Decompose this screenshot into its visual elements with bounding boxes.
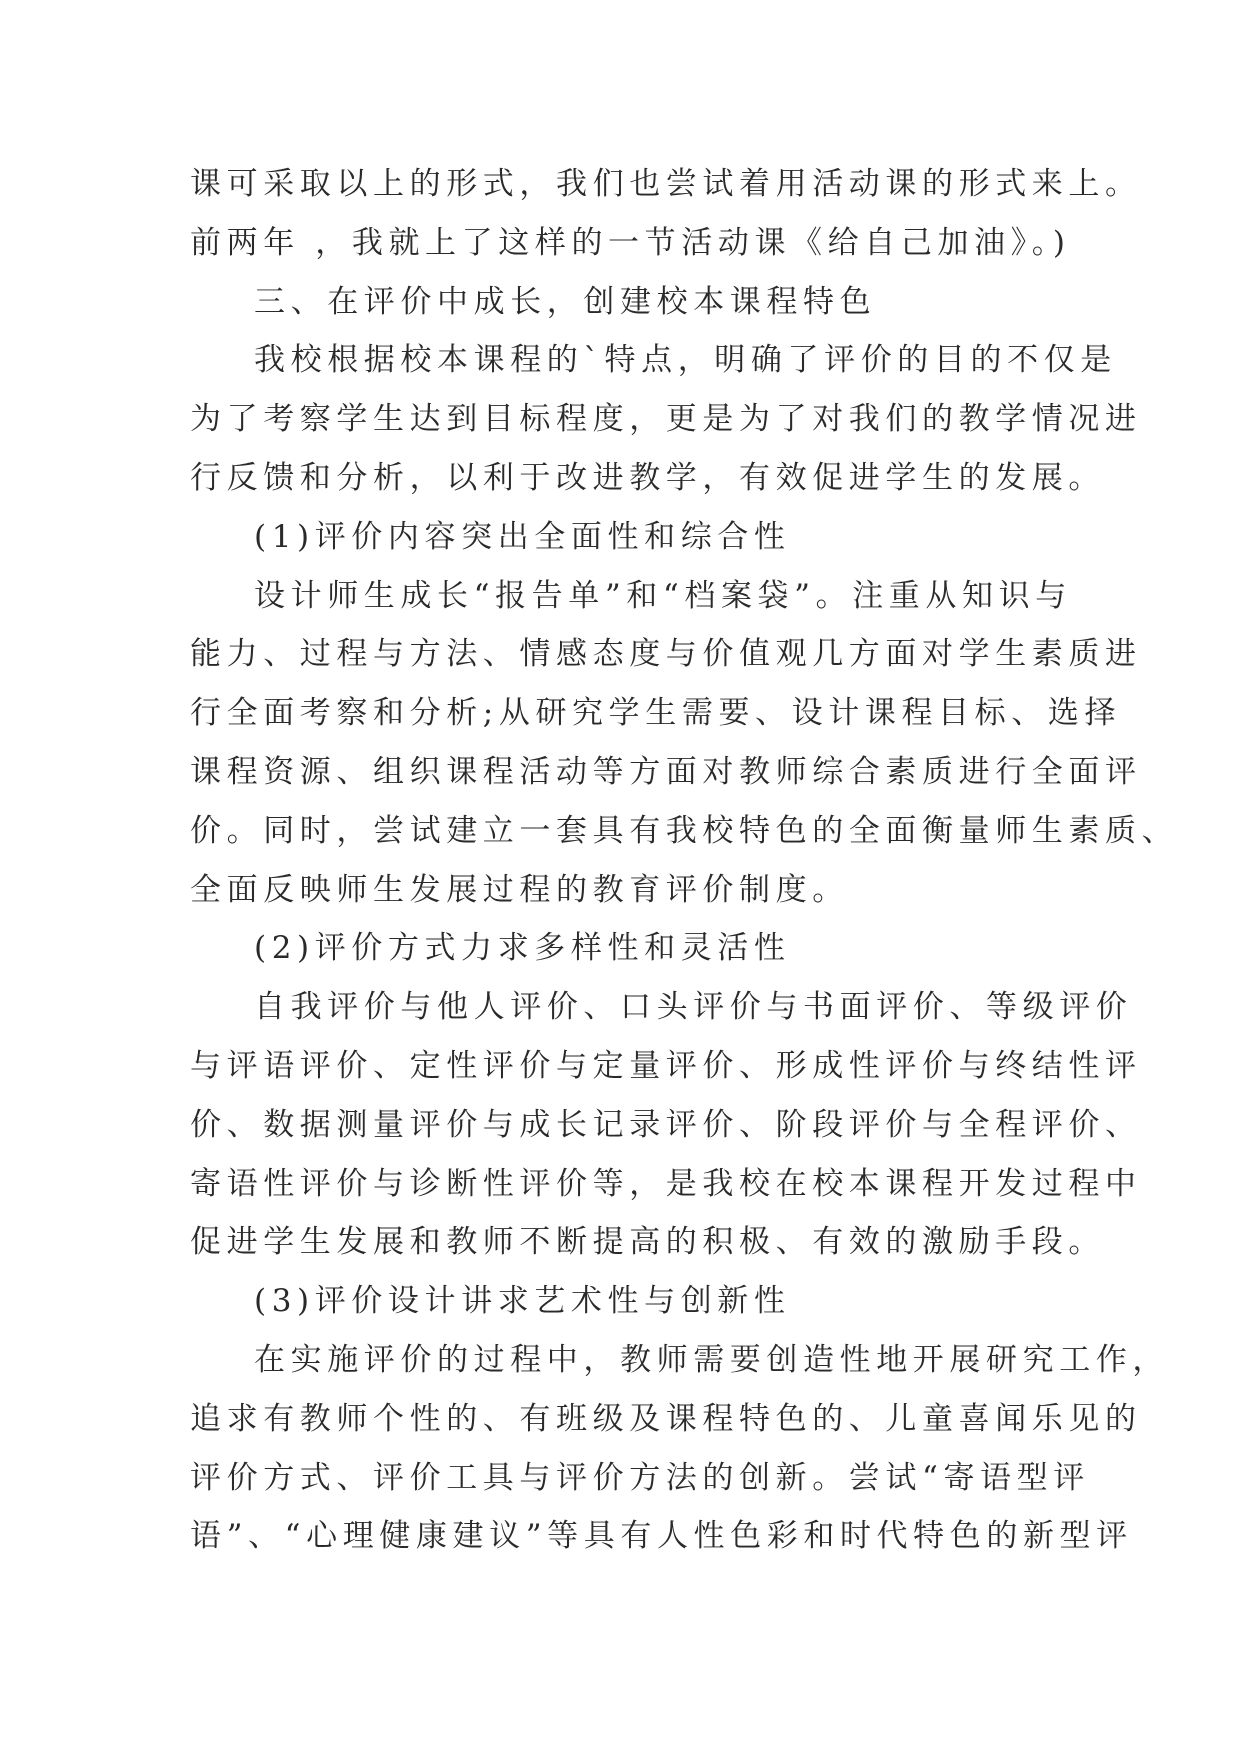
text-line: 课程资源、组织课程活动等方面对教师综合素质进行全面评 xyxy=(190,753,1142,790)
text-line: 在实施评价的过程中，教师需要创造性地开展研究工作， xyxy=(254,1341,1169,1378)
text-line: 为了考察学生达到目标程度，更是为了对我们的教学情况进 xyxy=(190,401,1142,438)
text-line: 价、数据测量评价与成长记录评价、阶段评价与全程评价、 xyxy=(190,1106,1142,1143)
text-line: 促进学生发展和教师不断提高的积极、有效的激励手段。 xyxy=(190,1224,1105,1261)
text-line: 能力、过程与方法、情感态度与价值观几方面对学生素质进 xyxy=(190,636,1142,673)
text-line: 我校根据校本课程的`特点，明确了评价的目的不仅是 xyxy=(254,342,1117,379)
text-line: 自我评价与他人评价、口头评价与书面评价、等级评价 xyxy=(254,989,1133,1026)
text-line: 价。同时，尝试建立一套具有我校特色的全面衡量师生素质、 xyxy=(190,812,1179,849)
text-line: 追求有教师个性的、有班级及课程特色的、儿童喜闻乐见的 xyxy=(190,1400,1142,1437)
subsection-heading: (1)评价内容突出全面性和综合性 xyxy=(254,518,791,555)
text-line: 评价方式、评价工具与评价方法的创新。尝试“寄语型评 xyxy=(190,1459,1090,1496)
subsection-heading: (3)评价设计讲求艺术性与创新性 xyxy=(254,1283,791,1320)
section-heading: 三、在评价中成长，创建校本课程特色 xyxy=(254,283,877,320)
text-line: 课可采取以上的形式，我们也尝试着用活动课的形式来上。 xyxy=(190,166,1142,202)
text-line: 前两年 ，我就上了这样的一节活动课《给自己加油》。) xyxy=(190,224,1071,261)
text-line: 全面反映师生发展过程的教育评价制度。 xyxy=(190,871,849,908)
text-line: 语”、“心理健康建议”等具有人性色彩和时代特色的新型评 xyxy=(190,1518,1133,1555)
text-line: 行反馈和分析，以利于改进教学，有效促进学生的发展。 xyxy=(190,459,1105,496)
text-line: 设计师生成长“报告单”和“档案袋”。注重从知识与 xyxy=(254,577,1072,614)
subsection-heading: (2)评价方式力求多样性和灵活性 xyxy=(254,930,791,967)
body-text xyxy=(190,155,1179,1566)
text-line: 寄语性评价与诊断性评价等，是我校在校本课程开发过程中 xyxy=(190,1165,1142,1202)
text-line: 与评语评价、定性评价与定量评价、形成性评价与终结性评 xyxy=(190,1047,1142,1084)
text-line: 行全面考察和分析;从研究学生需要、设计课程目标、选择 xyxy=(190,695,1122,732)
